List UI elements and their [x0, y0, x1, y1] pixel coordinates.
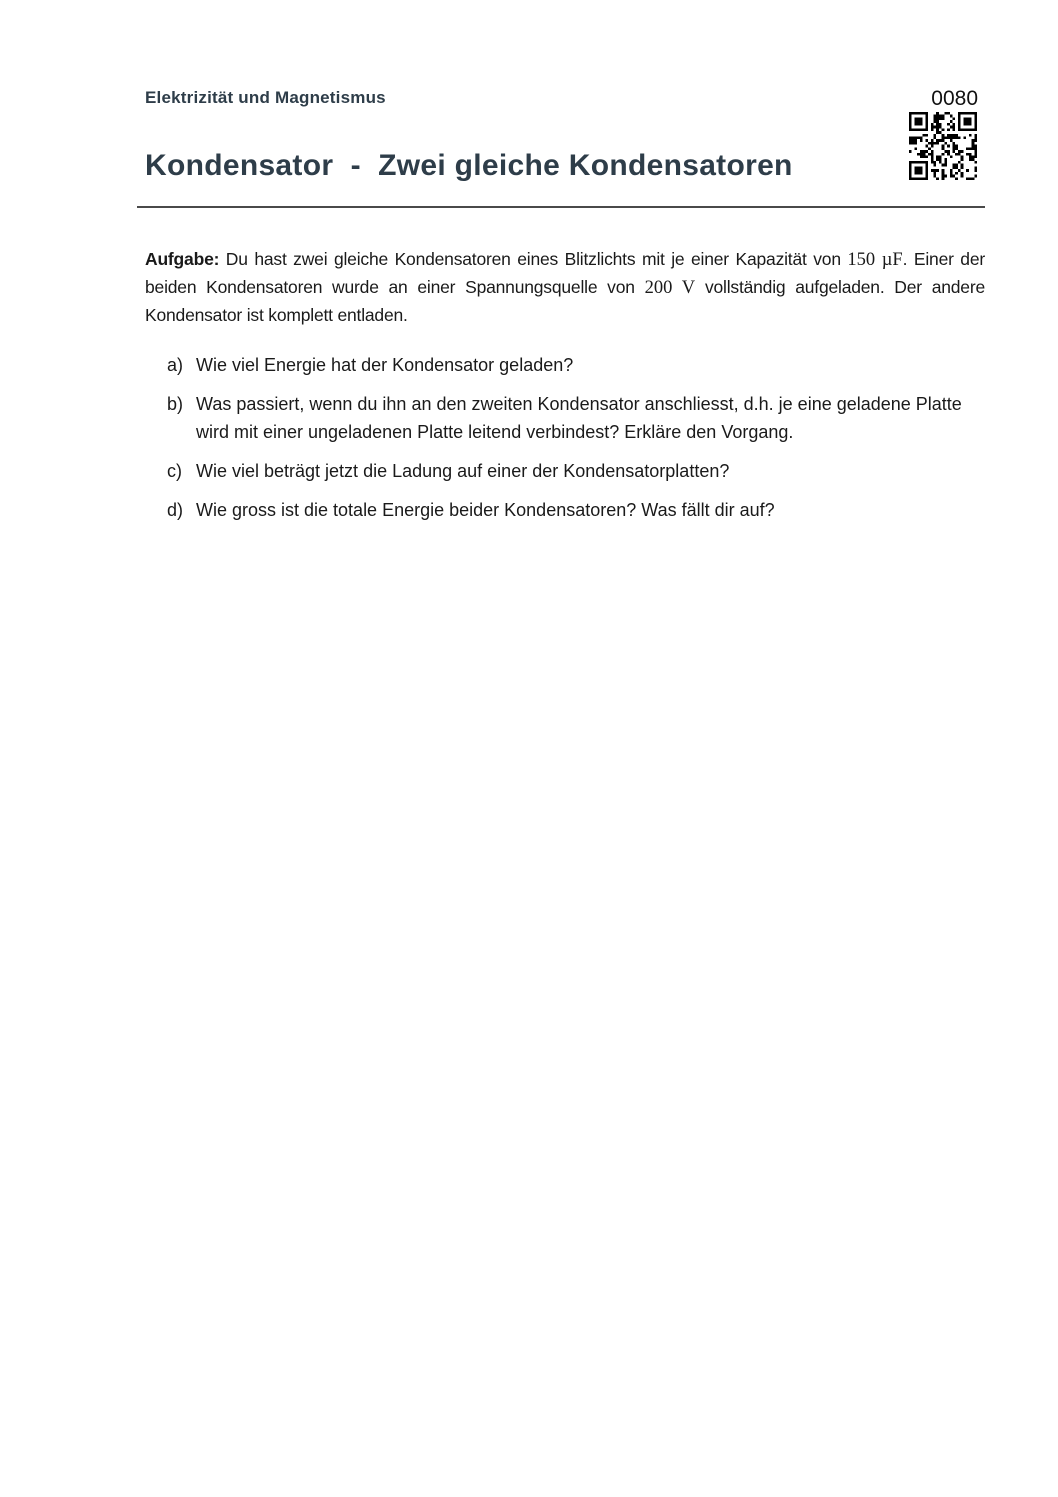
task-text-2: . Einer der beiden Kondensatoren wurde an einer Spannungsquelle von: [145, 249, 985, 297]
qr-code-icon: [909, 112, 977, 180]
question-item-b: [145, 390, 985, 446]
divider-rule: [137, 206, 985, 208]
question-text: Wie viel Energie hat der Kondensator geladen?: [196, 355, 574, 375]
voltage-value: 200 V: [644, 278, 696, 298]
question-label: b): [167, 394, 184, 414]
task-text-1: Du hast zwei gleiche Kondensatoren eines Blitzlichts mit je einer Kapazität von: [219, 249, 848, 269]
header-subject: Elektrizität und Magnetismus: [145, 88, 386, 107]
page-header: [145, 0, 985, 109]
question-label: d): [167, 500, 184, 520]
question-text: Wie gross ist die totale Energie beider Kondensatoren? Was fällt dir auf?: [196, 500, 775, 520]
page-title: Kondensator - Zwei gleiche Kondensatoren: [145, 149, 793, 182]
question-label: a): [167, 355, 184, 375]
question-item-d: [145, 496, 985, 524]
question-list: [145, 351, 985, 524]
task-label: Aufgabe:: [145, 249, 220, 269]
task-text-3: vollständig aufgeladen. Der andere Kondensator ist komplett entladen.: [145, 277, 985, 325]
qr-code-container: [909, 112, 977, 180]
question-item-c: [145, 457, 985, 485]
question-label: c): [167, 461, 182, 481]
question-item-a: [145, 351, 985, 379]
question-text: Wie viel beträgt jetzt die Ladung auf einer der Kondensatorplatten?: [196, 461, 730, 481]
header-code: 0080: [931, 87, 978, 110]
capacity-value: 150 µF: [847, 250, 903, 270]
task-paragraph: [145, 246, 985, 329]
question-text: Was passiert, wenn du ihn an den zweiten Kondensator anschliesst, d.h. je eine geladene Platte wird mit einer ungeladenen Platte leitend verbindest? Erkläre den Vorgang.: [196, 394, 962, 442]
